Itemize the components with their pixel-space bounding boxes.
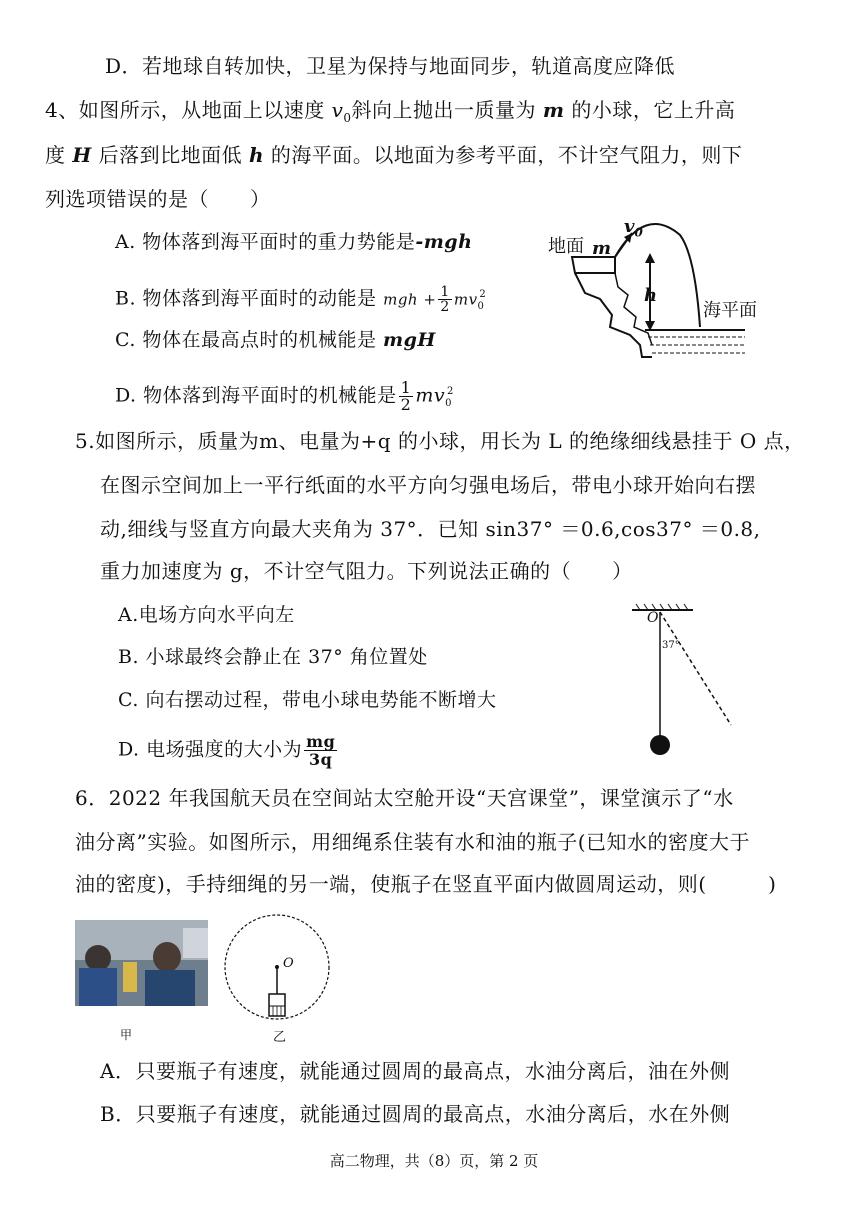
q6-option-b: B．只要瓶子有速度，就能通过圆周的最高点，水油分离后，水在外侧 — [100, 1102, 731, 1126]
q6-fig-yi-label: 乙 — [273, 1030, 287, 1045]
q5-stem-line3: 动,细线与竖直方向最大夹角为 37°．已知 sin37° ＝0.6,cos37° ＝0.8, — [100, 517, 761, 541]
q4-fig-sea-label: 海平面 — [703, 300, 757, 321]
q6-stem-line2: 油分离”实验。如图所示，用细绳系住装有水和油的瓶子(已知水的密度大于 — [75, 830, 751, 854]
q4-option-d: D. 物体落到海平面时的机械能是 $\frac{1}{2}$ $mv_0^2$ — [115, 377, 454, 414]
q4-option-a: A. 物体落到海平面时的重力势能是-mgh — [115, 231, 473, 253]
q5-stem-line2: 在图示空间加上一平行纸面的水平方向匀强电场后，带电小球开始向右摆 — [100, 473, 756, 497]
q5-option-b: B. 小球最终会静止在 37° 角位置处 — [118, 646, 428, 668]
q4-fig-v0-label: $v_0$ — [624, 216, 643, 240]
q4-fig-ground-label: 地面 — [548, 236, 584, 257]
q5-option-a: A.电场方向水平向左 — [118, 604, 295, 626]
q4-option-c: C. 物体在最高点时的机械能是 mgH — [115, 329, 436, 351]
q6-circle-figure-yi — [222, 912, 342, 1032]
q4-fig-h-label: h — [644, 285, 658, 306]
q4-stem-line3: 列选项错误的是（ ） — [45, 187, 271, 211]
q5-option-d: D. 电场强度的大小为 $\frac{mg}{3q}$ — [118, 732, 336, 769]
q3-option-d: D．若地球自转加快，卫星为保持与地面同步，轨道高度应降低 — [105, 54, 676, 78]
q6-option-a: A．只要瓶子有速度，就能通过圆周的最高点，水油分离后，油在外侧 — [100, 1059, 730, 1083]
q5-option-c: C. 向右摆动过程，带电小球电势能不断增大 — [118, 689, 497, 711]
q6-fig-o-label: O — [283, 956, 294, 971]
q5-fig-angle-label: 37° — [662, 640, 680, 651]
q6-photo-jia — [75, 920, 208, 1006]
page-footer: 高二物理，共（8）页，第 2 页 — [329, 1152, 539, 1170]
q5-stem-line4: 重力加速度为 g，不计空气阻力。下列说法正确的（ ） — [100, 559, 633, 583]
q4-stem-line2: 度 H 后落到比地面低 h 的海平面。以地面为参考平面，不计空气阻力，则下 — [45, 143, 743, 167]
q4-option-b: B. 物体落到海平面时的动能是 mgh + $\frac{1}{2}$ $mv_0^2$ — [115, 283, 487, 315]
q4-stem-line1: 4、如图所示，从地面上以速度 $v_0$斜向上抛出一质量为 m 的小球，它上升高 — [45, 98, 736, 125]
q5-fig-o-label: O — [647, 610, 659, 626]
q6-stem-line3: 油的密度)，手持细绳的另一端，使瓶子在竖直平面内做圆周运动，则( ) — [75, 872, 777, 896]
q5-stem-line1: 5.如图所示，质量为m、电量为+q 的小球，用长为 L 的绝缘细线悬挂于 O 点， — [75, 429, 805, 453]
q6-stem-line1: 6．2022 年我国航天员在空间站太空舱开设“天宫课堂”，课堂演示了“水 — [75, 786, 734, 810]
q4-fig-m-label: m — [592, 238, 612, 259]
q6-fig-jia-label: 甲 — [120, 1028, 133, 1042]
